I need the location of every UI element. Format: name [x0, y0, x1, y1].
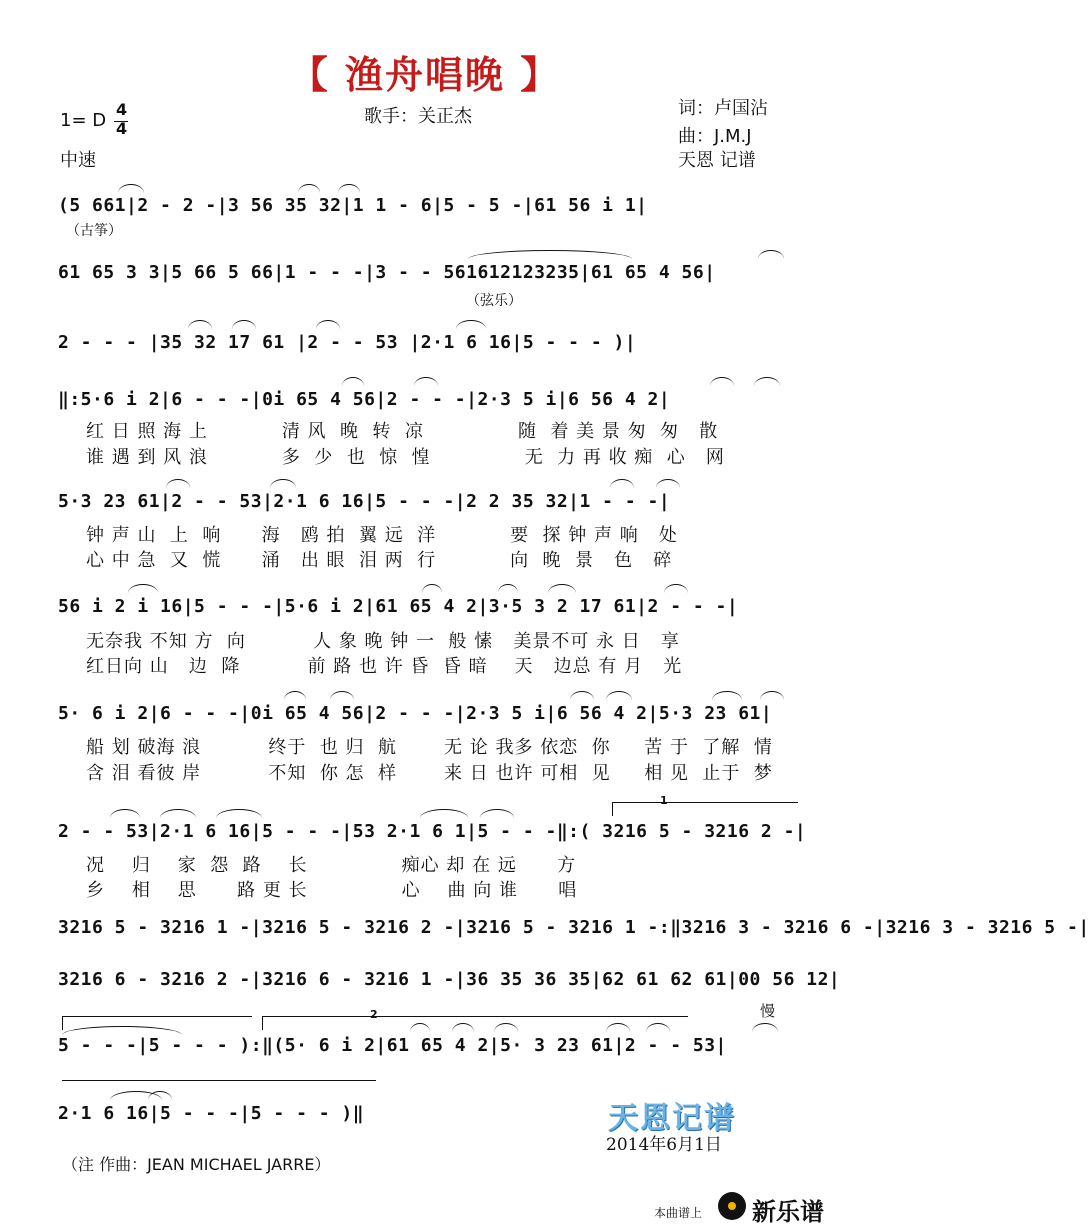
slur-mark: [712, 691, 742, 700]
brand-logo-icon: [718, 1192, 746, 1220]
slur-mark: [570, 691, 594, 700]
slur-mark: [166, 479, 190, 488]
staff-line-8: 2 - - 53|2·1 6 16|5 - - -|53 2·1 6 1|5 - - -‖:( 3216 5 - 3216 2 -|: [58, 821, 807, 842]
song-title: 【 渔舟唱晚 】: [289, 53, 561, 97]
staff-line-2: 61 65 3 3|5 66 5 66|1 - - -|3 - - 561612123235|61 65 4 56|: [58, 262, 716, 283]
source-prefix: 本曲谱上: [654, 1206, 703, 1220]
slur-mark: [480, 809, 514, 818]
staff-line-12: 2·1 6 16|5 - - -|5 - - - )‖: [58, 1103, 365, 1124]
staff-line-3: 2 - - - |35 32 17 61 |2 - - 53 |2·1 6 16|5 - - - )|: [58, 332, 637, 353]
slur-mark: [316, 320, 340, 329]
staff-line-1: (5 661|2 - 2 -|3 56 35 32|1 1 - 6|5 - 5 -|61 56 i 1|: [58, 195, 648, 216]
slur-mark: [422, 584, 442, 593]
slur-mark: [646, 1023, 670, 1032]
volta-number-2: 2: [370, 1008, 378, 1021]
volta-bracket-1b: [62, 1016, 252, 1017]
volta-number-1: 1: [660, 794, 668, 807]
slur-mark: [456, 320, 486, 329]
key-signature: 1= D: [60, 110, 107, 131]
slur-mark: [330, 691, 354, 700]
volta-bracket-final: [62, 1080, 376, 1081]
slur-mark: [758, 250, 784, 259]
slur-mark: [468, 250, 632, 259]
slur-mark: [548, 584, 576, 593]
slur-mark: [110, 809, 140, 818]
slur-mark: [62, 1026, 182, 1035]
volta-bracket-tick: [62, 1016, 63, 1030]
slur-mark: [610, 479, 634, 488]
watermark-logo: 天恩记谱: [608, 1101, 736, 1136]
slur-mark: [420, 809, 468, 818]
guzheng-note: （古筝）: [66, 223, 122, 239]
slur-mark: [338, 184, 360, 193]
staff-line-9: 3216 5 - 3216 1 -|3216 5 - 3216 2 -|3216 5 - 3216 1 -:‖3216 3 - 3216 6 -|3216 3 - 3216 5 -|: [58, 917, 1090, 938]
slur-mark: [298, 184, 320, 193]
slur-mark: [754, 377, 780, 386]
staff-line-10: 3216 6 - 3216 2 -|3216 6 - 3216 1 -|36 35 36 35|62 61 62 61|00 56 12|: [58, 969, 841, 990]
volta-bracket-2: [262, 1016, 688, 1017]
volta-bracket-1: [612, 802, 798, 803]
slow-marking: 慢: [760, 1002, 776, 1020]
slur-mark: [160, 809, 196, 818]
composer-footnote: （注 作曲：JEAN MICHAEL JARRE）: [62, 1155, 331, 1174]
lyric-verse2-line1: 谁 遇 到 风 浪 多 少 也 惊 惶 无 力 再 收 痴 心 网: [86, 447, 725, 468]
slur-mark: [452, 1023, 474, 1032]
slur-mark: [606, 691, 632, 700]
slur-mark: [494, 1023, 518, 1032]
slur-mark: [752, 1023, 778, 1032]
transcription-date: 2014年6月1日: [606, 1135, 722, 1155]
slur-mark: [232, 320, 256, 329]
volta-bracket-tick: [262, 1016, 263, 1030]
slur-mark: [606, 1023, 630, 1032]
staff-line-7: 5· 6 i 2|6 - - -|0i 65 4 56|2 - - -|2·3 5 i|6 56 4 2|5·3 23 61|: [58, 703, 773, 724]
lyric-verse1-line5: 况 归 家 怨 路 长 痴心 却 在 远 方: [86, 855, 577, 876]
slur-mark: [270, 479, 296, 488]
composer-credit: 曲：J.M.J: [678, 126, 752, 147]
slur-mark: [188, 320, 212, 329]
slur-mark: [128, 584, 158, 593]
volta-bracket-tick: [612, 802, 613, 816]
slur-mark: [284, 691, 306, 700]
slur-mark: [414, 377, 438, 386]
lyric-verse1-line3: 无奈我 不知 方 向 人 象 晚 钟 一 般 愫 美景不可 永 日 享: [86, 631, 680, 652]
time-signature-top: 4: [116, 100, 128, 119]
lyric-verse1-line4: 船 划 破海 浪 终于 也 归 航 无 论 我多 依恋 你 苦 于 了解 情: [86, 737, 773, 758]
slur-mark: [410, 1023, 430, 1032]
singer-credit: 歌手：关正杰: [364, 106, 472, 127]
source-brand: 新乐谱: [752, 1198, 824, 1226]
lyric-verse2-line2: 心 中 急 又 慌 涌 出 眼 泪 两 行 向 晚 景 色 碎: [86, 550, 673, 571]
slur-mark: [498, 584, 518, 593]
lyricist-credit: 词：卢国沾: [678, 98, 768, 119]
lyric-verse2-line4: 含 泪 看彼 岸 不知 你 怎 样 来 日 也许 可相 见 相 见 止于 梦: [86, 763, 773, 784]
staff-line-6: 56 i 2 i 16|5 - - -|5·6 i 2|61 65 4 2|3·5 3 2 17 61|2 - - -|: [58, 596, 739, 617]
slur-mark: [118, 184, 144, 193]
slur-mark: [760, 691, 784, 700]
strings-note: （弦乐）: [466, 293, 522, 309]
staff-line-4: ‖:5·6 i 2|6 - - -|0i 65 4 56|2 - - -|2·3 5 i|6 56 4 2|: [58, 389, 671, 410]
slur-mark: [342, 377, 364, 386]
transcriber-credit: 天恩 记谱: [678, 150, 756, 171]
slur-mark: [216, 809, 262, 818]
slur-mark: [656, 479, 680, 488]
lyric-verse2-line3: 红日向 山 边 降 前 路 也 许 昏 昏 暗 天 边总 有 月 光: [86, 656, 683, 677]
staff-line-11: 5 - - -|5 - - - ):‖(5· 6 i 2|61 65 4 2|5· 3 23 61|2 - - 53|: [58, 1035, 727, 1056]
lyric-verse1-line2: 钟 声 山 上 响 海 鸥 拍 翼 远 洋 要 探 钟 声 响 处: [86, 525, 678, 546]
slur-mark: [148, 1091, 172, 1100]
slur-mark: [710, 377, 734, 386]
tempo-marking: 中速: [60, 150, 96, 171]
lyric-verse1-line1: 红 日 照 海 上 清 风 晚 转 凉 随 着 美 景 匆 匆 散: [86, 421, 719, 442]
time-signature-bottom: 4: [116, 119, 128, 138]
staff-line-5: 5·3 23 61|2 - - 53|2·1 6 16|5 - - -|2 2 35 32|1 - - -|: [58, 491, 671, 512]
lyric-verse2-line5: 乡 相 思 路 更 长 心 曲 向 谁 唱: [86, 880, 578, 901]
slur-mark: [664, 584, 688, 593]
